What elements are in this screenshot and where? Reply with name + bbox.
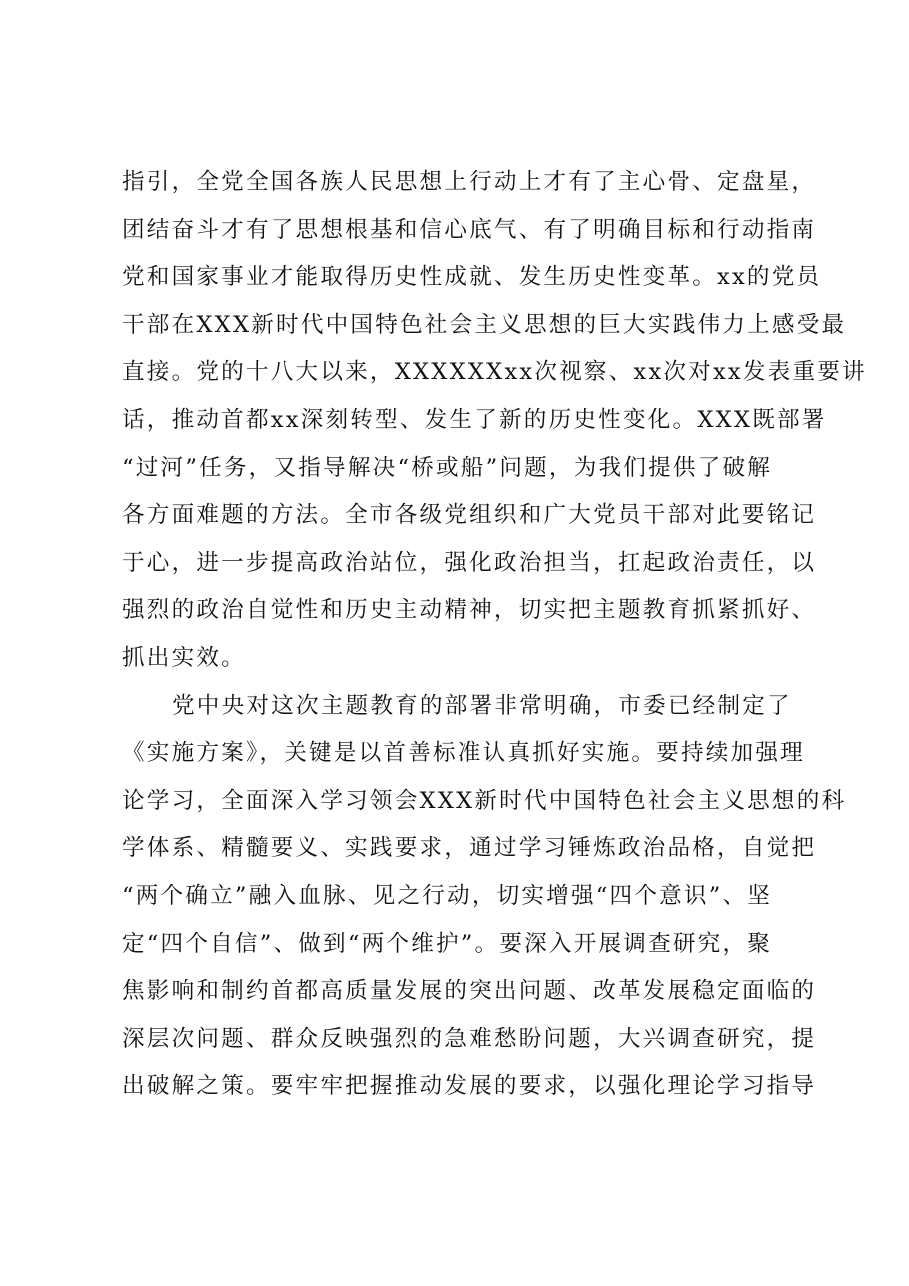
text-line: 党和国家事业才能取得历史性成就、发生历史性变革。xx的党员 bbox=[122, 264, 822, 291]
text-line: 定“四个自信”、做到“两个维护”。要深入开展调查研究，聚 bbox=[122, 930, 773, 957]
document-body bbox=[122, 159, 867, 1111]
text-line: 《实施方案》，关键是以首善标准认真抓好实施。要持续加强理 bbox=[122, 740, 805, 767]
text-line: 强烈的政治自觉性和历史主动精神，切实把主题教育抓紧抓好、 bbox=[122, 597, 817, 624]
paragraph-2 bbox=[122, 683, 847, 1111]
text-line: “过河”任务，又指导解决“桥或船”问题，为我们提供了破解 bbox=[122, 454, 773, 481]
paragraph-1 bbox=[122, 159, 867, 683]
text-line: 抓出实效。 bbox=[122, 644, 246, 671]
text-line: 直接。党的十八大以来，XXXXXXxx次视察、xx次对xx发表重要讲 bbox=[122, 359, 867, 386]
text-line: 焦影响和制约首都高质量发展的突出问题、改革发展稳定面临的 bbox=[122, 978, 817, 1005]
text-line: 论学习，全面深入学习领会XXX新时代中国特色社会主义思想的科 bbox=[122, 787, 847, 814]
text-line: 各方面难题的方法。全市各级党组织和广大党员干部对此要铭记 bbox=[122, 502, 817, 529]
text-line: 指引，全党全国各族人民思想上行动上才有了主心骨、定盘星， bbox=[122, 169, 817, 195]
text-line: 出破解之策。要牢牢把握推动发展的要求，以强化理论学习指导 bbox=[122, 1073, 817, 1100]
text-line: “两个确立”融入血脉、见之行动，切实增强“四个意识”、坚 bbox=[122, 882, 773, 909]
text-line: 深层次问题、群众反映强烈的急难愁盼问题，大兴调查研究，提 bbox=[122, 1025, 817, 1052]
text-line: 干部在XXX新时代中国特色社会主义思想的巨大实践伟力上感受最 bbox=[122, 311, 847, 338]
text-line: 学体系、精髓要义、实践要求，通过学习锤炼政治品格，自觉把 bbox=[122, 835, 817, 862]
text-line: 于心，进一步提高政治站位，强化政治担当，扛起政治责任，以 bbox=[122, 549, 817, 576]
text-line: 团结奋斗才有了思想根基和信心底气、有了明确目标和行动指南 bbox=[122, 216, 817, 243]
text-line: 党中央对这次主题教育的部署非常明确，市委已经制定了 bbox=[172, 692, 792, 719]
text-line: 话，推动首都xx深刻转型、发生了新的历史性变化。XXX既部署 bbox=[122, 406, 827, 433]
